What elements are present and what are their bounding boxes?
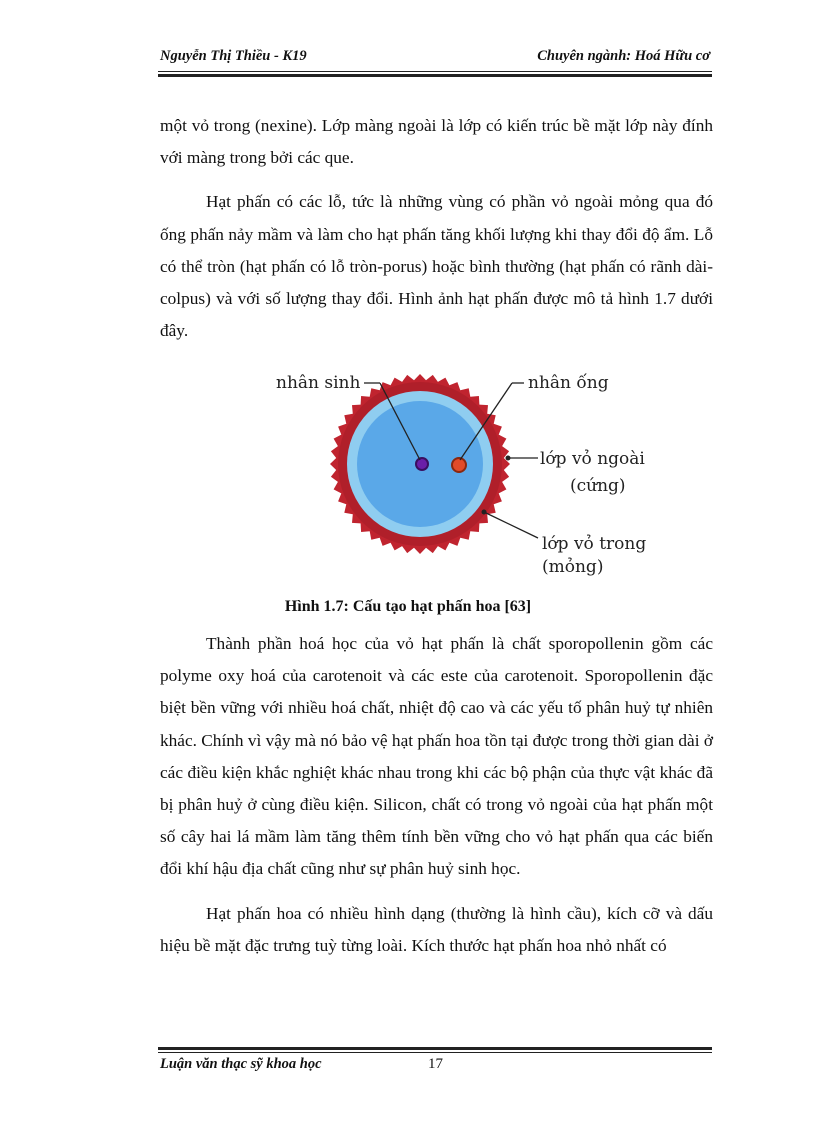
header-author: Nguyễn Thị Thiều - K19 xyxy=(160,48,307,64)
header-rule-thick xyxy=(158,74,712,77)
tube-nucleus xyxy=(452,458,466,472)
text-block-lower xyxy=(160,628,713,974)
paragraph-2: Hạt phấn có các lỗ, tức là những vùng có phần vỏ ngoài mỏng qua đó ống phấn nảy mầm và làm cho hạt phấn tăng khối lượng khi thay đổi độ ẩm. Lỗ có thể tròn (hạt phấn có lỗ tròn-porus) hoặc bình thường (hạt phấn có rãnh dài-colpus) và với số lượng thay đổi. Hình ảnh hạt phấn được mô tả hình 1.7 dưới đây. xyxy=(160,192,713,341)
footer-rule-thin xyxy=(158,1052,712,1053)
pointer-inner-wall xyxy=(484,512,538,538)
page-footer xyxy=(160,1056,710,1078)
paragraph-4: Hạt phấn hoa có nhiều hình dạng (thường là hình cầu), kích cỡ và dấu hiệu bề mặt đặc trưng tuỳ từng loài. Kích thước hạt phấn hoa nhỏ nhất có xyxy=(160,903,713,955)
pollen-diagram xyxy=(272,360,672,588)
header-field: Chuyên ngành: Hoá Hữu cơ xyxy=(537,48,710,64)
label-nhan-ong: nhân ống xyxy=(528,373,609,393)
figure-caption: Hình 1.7: Cấu tạo hạt phấn hoa [63] xyxy=(284,598,532,615)
paragraph-3: Thành phần hoá học của vỏ hạt phấn là chất sporopollenin gồm các polyme oxy hoá của carotenoit và các este của carotenoit. Sporopollenin đặc biệt bền vững với nhiều hoá chất, nhiệt độ cao và các yếu tố phân huỷ tự nhiên khác. Chính vì vậy mà nó bảo vệ hạt phấn hoa tồn tại được trong thời gian dài ở các điều kiện khắc nghiệt khác nhau trong khi các bộ phận của thực vật khác đã bị phân huỷ ở cùng điều kiện. Silicon, chất có trong vỏ ngoài của hạt phấn một số cây hai lá mầm làm tăng thêm tính bền vững cho vỏ hạt phấn qua các biến đổi khí hậu địa chất cũng như sự phân huỷ sinh học. xyxy=(160,634,713,879)
label-cung: (cứng) xyxy=(570,476,626,496)
page-header xyxy=(160,48,710,70)
header-rule-thin xyxy=(158,71,712,72)
label-lop-vo-trong: lớp vỏ trong xyxy=(542,534,647,554)
pointer-outer-dot xyxy=(506,456,511,461)
label-lop-vo-ngoai: lớp vỏ ngoài xyxy=(540,449,645,469)
generative-nucleus xyxy=(416,458,428,470)
footer-title: Luận văn thạc sỹ khoa học xyxy=(160,1056,322,1072)
page-number: 17 xyxy=(428,1056,443,1072)
pollen-figure xyxy=(272,360,672,588)
text-block-upper xyxy=(160,110,713,359)
pointer-inner-dot xyxy=(482,510,487,515)
footer-rule-thick xyxy=(158,1047,712,1050)
label-nhan-sinh: nhân sinh xyxy=(276,373,361,393)
label-mong: (mỏng) xyxy=(542,557,604,577)
paragraph-1: một vỏ trong (nexine). Lớp màng ngoài là lớp có kiến trúc bề mặt lớp này đính với màng trong bởi các que. xyxy=(160,116,713,168)
